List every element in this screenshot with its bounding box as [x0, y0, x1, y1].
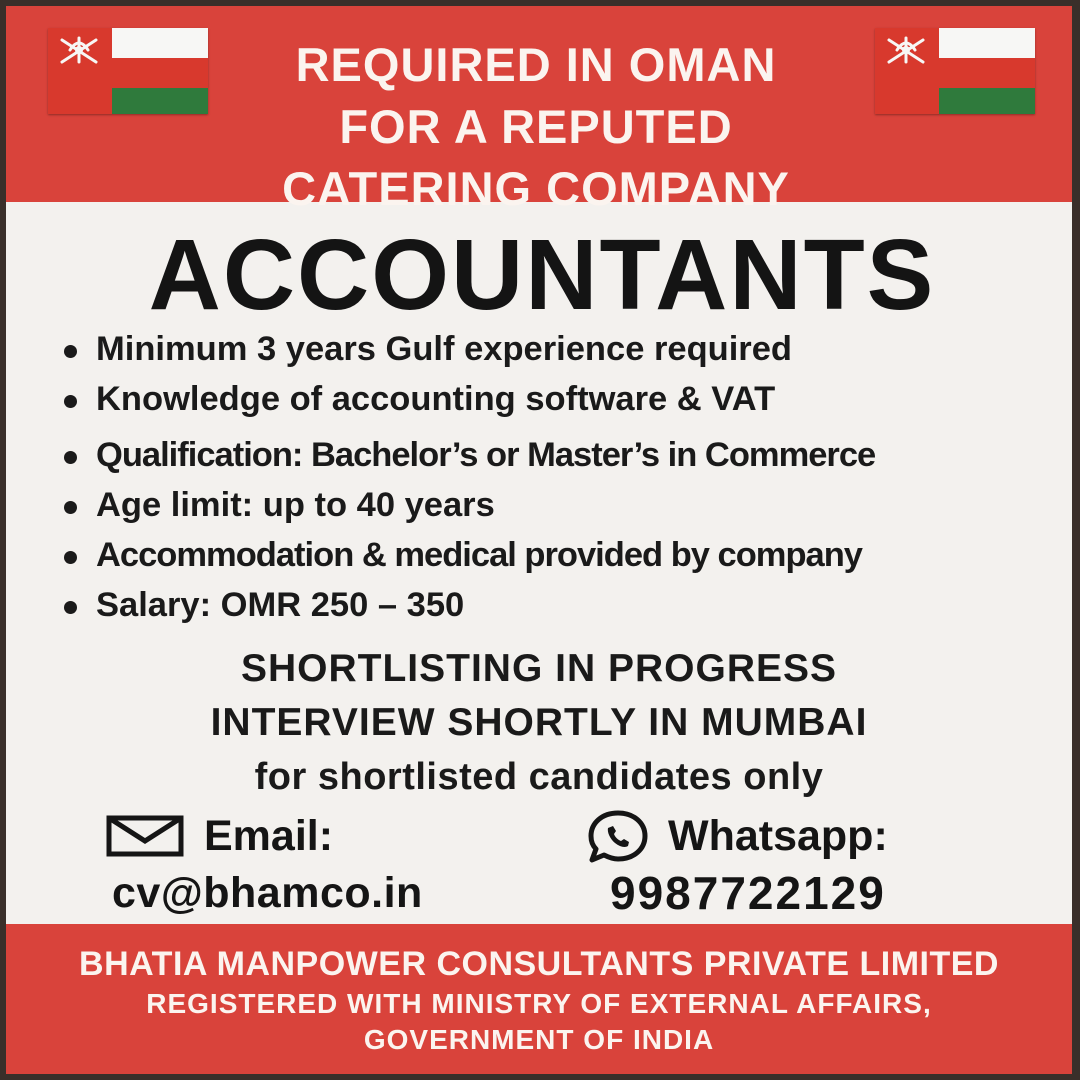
requirement-text: Salary: OMR 250 – 350 [96, 586, 465, 624]
oman-flag-icon [875, 28, 1035, 114]
status-interview: INTERVIEW SHORTLY IN MUMBAI [210, 701, 868, 744]
bullet-icon [64, 345, 77, 358]
header-band [6, 6, 1072, 215]
headline [186, 34, 886, 220]
footer-band [6, 924, 1072, 1074]
bullet-icon [64, 501, 77, 514]
whatsapp-contact [584, 808, 1004, 922]
status-block [6, 642, 1072, 804]
headline-line-2: FOR A REPUTED [339, 100, 733, 153]
requirement-text: Knowledge of accounting software & VAT [96, 380, 776, 418]
status-shortlisting: SHORTLISTING IN PROGRESS [240, 647, 838, 690]
list-item [58, 374, 875, 424]
whatsapp-icon [584, 808, 652, 864]
list-item [58, 530, 875, 580]
headline-line-3: CATERING COMPANY [282, 162, 790, 215]
list-item [58, 430, 875, 480]
requirement-text: Age limit: up to 40 years [96, 486, 495, 524]
job-title: ACCOUNTANTS [148, 219, 936, 331]
job-poster [6, 6, 1072, 1074]
requirement-text: Qualification: Bachelor’s or Master’s in Commerce [96, 436, 876, 474]
list-item [58, 324, 875, 374]
requirement-text: Minimum 3 years Gulf experience required [96, 330, 792, 368]
registration-line-1: REGISTERED WITH MINISTRY OF EXTERNAL AFFAIRS, [146, 988, 932, 1019]
bullet-icon [64, 551, 77, 564]
list-item [58, 480, 875, 530]
oman-flag-icon [48, 28, 208, 114]
whatsapp-number[interactable]: 9987722129 [610, 867, 886, 919]
email-link[interactable]: cv@bhamco.in [112, 869, 423, 917]
email-label: Email: [204, 812, 334, 860]
bullet-icon [64, 601, 77, 614]
whatsapp-label: Whatsapp: [668, 812, 888, 860]
bullet-icon [64, 451, 77, 464]
requirement-text: Accommodation & medical provided by company [96, 536, 862, 574]
bullet-icon [64, 395, 77, 408]
envelope-icon [106, 815, 184, 857]
registration-line-2: GOVERNMENT OF INDIA [363, 1024, 715, 1055]
headline-line-1: REQUIRED IN OMAN [295, 38, 777, 91]
requirements-list [58, 324, 875, 630]
status-note: for shortlisted candidates only [254, 756, 824, 798]
email-contact [106, 808, 526, 922]
company-name: BHATIA MANPOWER CONSULTANTS PRIVATE LIMITED [79, 945, 999, 983]
list-item [58, 580, 875, 630]
